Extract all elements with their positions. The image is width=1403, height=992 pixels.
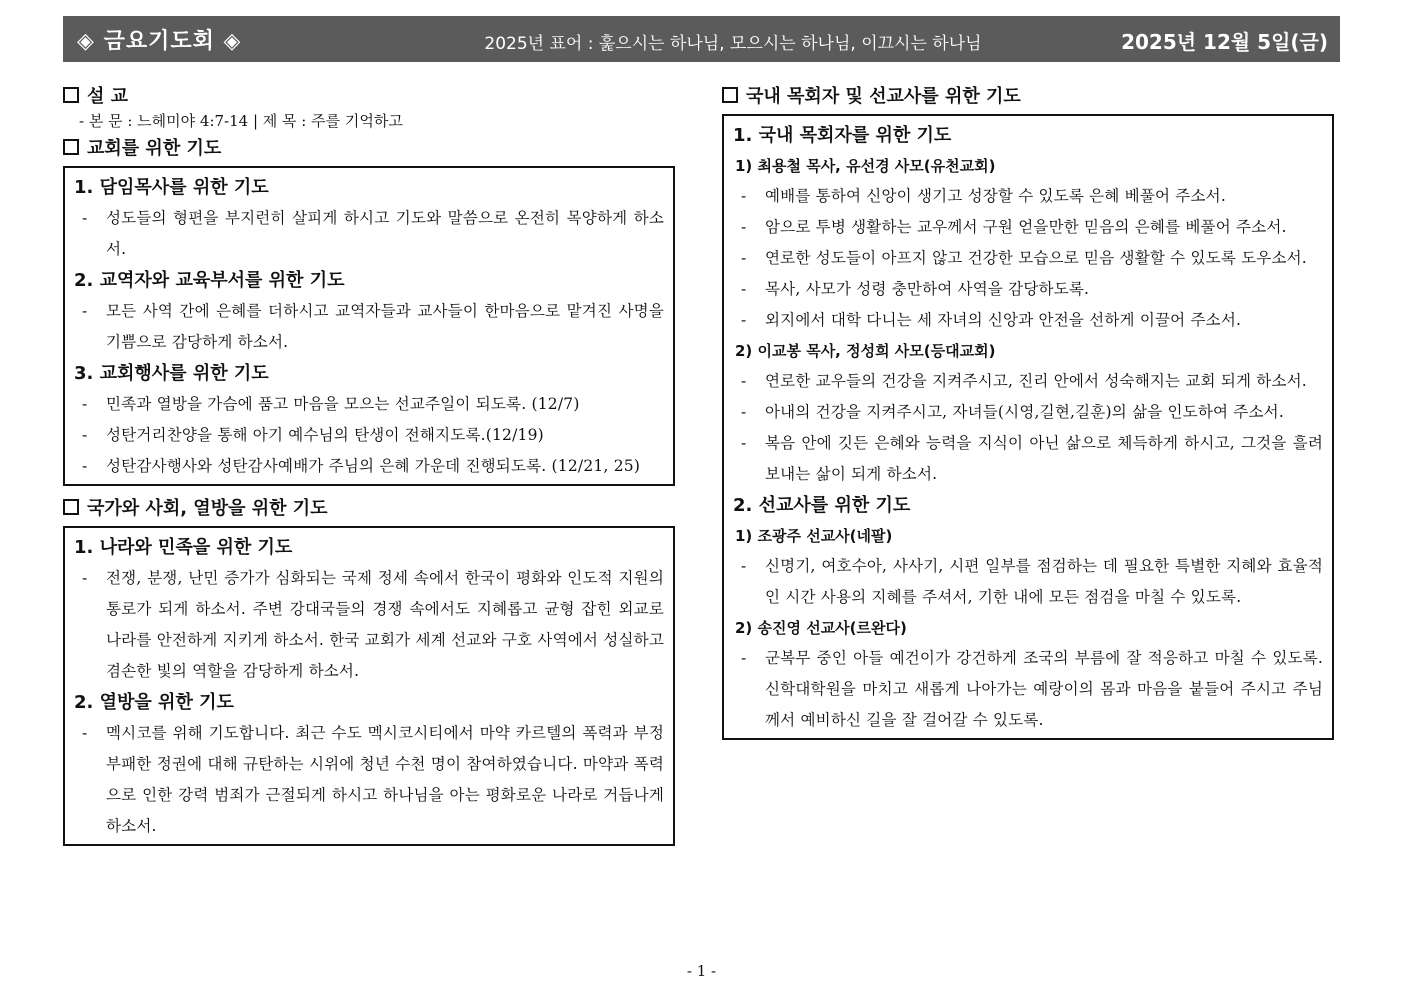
missionary-name: 2) 송진영 선교사(르완다)	[735, 619, 907, 637]
prayer-item: - 신명기, 여호수아, 사사기, 시편 일부를 점검하는 데 필요한 특별한 지혜와 효율적인 시간 사용의 지혜를 주셔서, 기한 내에 모든 점검을 마칠 수 있도록.	[741, 557, 1323, 606]
section-title-nation	[63, 496, 675, 522]
prayer-text: 군복무 중인 아들 예건이가 강건하게 조국의 부름에 잘 적응하고 마칠 수 있도록. 신학대학원을 마치고 새롭게 나아가는 예랑이의 몸과 마음을 붙들어 주시고 주님께서 예비하신 길을 잘 걸어갈 수 있도록.	[765, 649, 1323, 729]
prayer-list	[74, 563, 664, 687]
prayer-item: - 성탄감사행사와 성탄감사예배가 주님의 은혜 가운데 진행되도록. (12/21, 25)	[82, 457, 641, 475]
prayer-list	[733, 366, 1323, 490]
prayer-text: 모든 사역 간에 은혜를 더하시고 교역자들과 교사들이 한마음으로 맡겨진 사명을 기쁨으로 감당하게 하소서.	[106, 302, 664, 351]
prayer-item: - 연로한 교우들의 건강을 지켜주시고, 진리 안에서 성숙해지는 교회 되게 하소서.	[741, 372, 1307, 390]
prayer-text: 멕시코를 위해 기도합니다. 최근 수도 멕시코시티에서 마약 카르텔의 폭력과 부정부패한 정권에 대해 규탄하는 시위에 청년 수천 명이 참여하였습니다. 마약과 폭력으로 인한 강력 범죄가 근절되게 하시고 하나님을 아는 평화로운 나라로 거듭나게 하소서.	[106, 724, 664, 835]
pastor-name: 2) 이교봉 목사, 정성희 사모(등대교회)	[735, 342, 996, 360]
nation-title-text: 국가와 사회, 열방을 위한 기도	[87, 498, 328, 519]
prayer-list	[74, 718, 664, 842]
church-title-text: 교회를 위한 기도	[87, 138, 222, 159]
prayer-item: - 암으로 투병 생활하는 교우께서 구원 얻을만한 믿음의 은혜를 베풀어 주소서.	[741, 218, 1287, 236]
prayer-text: 전쟁, 분쟁, 난민 증가가 심화되는 국제 정세 속에서 한국이 평화와 인도적 지원의 통로가 되게 하소서. 주변 강대국들의 경쟁 속에서도 지혜롭고 균형 잡힌 외교로 나라를 안전하게 지키게 하소서. 한국 교회가 세계 선교와 구호 사역에서 성실하고 겸손한 빛의 역할을 감당하게 하소서.	[106, 569, 664, 680]
section-title-sermon	[63, 84, 675, 110]
prayer-text: 연로한 교우들의 건강을 지켜주시고, 진리 안에서 성숙해지는 교회 되게 하소서.	[765, 372, 1307, 390]
page-number: - 1 -	[686, 962, 717, 980]
prayer-list	[733, 643, 1323, 736]
prayer-text: 아내의 건강을 지켜주시고, 자녀들(시영,길현,길훈)의 삶을 인도하여 주소서.	[765, 403, 1284, 421]
prayer-item: - 모든 사역 간에 은혜를 더하시고 교역자들과 교사들이 한마음으로 맡겨진 사명을 기쁨으로 감당하게 하소서.	[82, 302, 664, 351]
prayer-text: 암으로 투병 생활하는 교우께서 구원 얻을만한 믿음의 은혜를 베풀어 주소서.	[765, 218, 1287, 236]
prayer-heading: 1. 담임목사를 위한 기도	[74, 177, 269, 198]
prayer-text: 성탄감사행사와 성탄감사예배가 주님의 은혜 가운데 진행되도록. (12/21, 25)	[106, 457, 641, 475]
left-column	[63, 84, 675, 846]
prayer-heading: 2. 열방을 위한 기도	[74, 692, 234, 713]
prayer-heading: 1. 국내 목회자를 위한 기도	[733, 125, 952, 146]
prayer-item: - 목사, 사모가 성령 충만하여 사역을 감당하도록.	[741, 280, 1090, 298]
prayer-item: - 군복무 중인 아들 예건이가 강건하게 조국의 부름에 잘 적응하고 마칠 수 있도록. 신학대학원을 마치고 새롭게 나아가는 예랑이의 몸과 마음을 붙들어 주시고 주님께서 예비하신 길을 잘 걸어갈 수 있도록.	[741, 649, 1323, 729]
section-title-church	[63, 136, 675, 162]
prayer-heading: 2. 교역자와 교육부서를 위한 기도	[74, 270, 345, 291]
prayer-item: - 전쟁, 분쟁, 난민 증가가 심화되는 국제 정세 속에서 한국이 평화와 인도적 지원의 통로가 되게 하소서. 주변 강대국들의 경쟁 속에서도 지혜롭고 균형 잡힌 외교로 나라를 안전하게 지키게 하소서. 한국 교회가 세계 선교와 구호 사역에서 성실하고 겸손한 빛의 역할을 감당하게 하소서.	[82, 569, 664, 680]
missionary-name: 1) 조광주 선교사(네팔)	[735, 527, 893, 545]
pastor-name: 1) 최용철 목사, 유선경 사모(유천교회)	[735, 157, 996, 175]
prayer-item: - 성도들의 형편을 부지런히 살피게 하시고 기도와 말씀으로 온전히 목양하게 하소서.	[82, 209, 664, 258]
prayer-text: 성탄거리찬양을 통해 아기 예수님의 탄생이 전해지도록.(12/19)	[106, 426, 544, 444]
sermon-info: - 본 문 : 느헤미야 4:7-14 | 제 목 : 주를 기억하고	[79, 112, 403, 130]
right-column	[722, 84, 1334, 740]
prayer-list	[733, 181, 1323, 336]
checkbox-square-icon	[63, 139, 79, 155]
prayer-text: 민족과 열방을 가슴에 품고 마음을 모으는 선교주일이 되도록. (12/7)	[106, 395, 580, 413]
missions-prayer-panel	[722, 114, 1334, 740]
prayer-item: - 아내의 건강을 지켜주시고, 자녀들(시영,길현,길훈)의 삶을 인도하여 주소서.	[741, 403, 1284, 421]
prayer-item: - 연로한 성도들이 아프지 않고 건강한 모습으로 믿음 생활할 수 있도록 도우소서.	[741, 249, 1307, 267]
prayer-heading: 1. 나라와 민족을 위한 기도	[74, 537, 293, 558]
checkbox-square-icon	[722, 87, 738, 103]
prayer-list	[733, 551, 1323, 613]
bulletin-date: 2025년 12월 5일(금)	[1121, 30, 1328, 54]
prayer-item: - 예배를 통하여 신앙이 생기고 성장할 수 있도록 은혜 베풀어 주소서.	[741, 187, 1226, 205]
prayer-item: - 민족과 열방을 가슴에 품고 마음을 모으는 선교주일이 되도록. (12/7)	[82, 395, 580, 413]
prayer-text: 목사, 사모가 성령 충만하여 사역을 감당하도록.	[765, 280, 1090, 298]
missions-title-text: 국내 목회자 및 선교사를 위한 기도	[746, 86, 1021, 107]
prayer-list	[74, 389, 664, 482]
header-bar	[63, 16, 1340, 62]
prayer-heading: 2. 선교사를 위한 기도	[733, 495, 911, 516]
prayer-text: 복음 안에 깃든 은혜와 능력을 지식이 아닌 삶으로 체득하게 하시고, 그것을 흘려보내는 삶이 되게 하소서.	[765, 434, 1323, 483]
nation-prayer-panel	[63, 526, 675, 846]
prayer-item: - 멕시코를 위해 기도합니다. 최근 수도 멕시코시티에서 마약 카르텔의 폭력과 부정부패한 정권에 대해 규탄하는 시위에 청년 수천 명이 참여하였습니다. 마약과 폭력으로 인한 강력 범죄가 근절되게 하시고 하나님을 아는 평화로운 나라로 거듭나게 하소서.	[82, 724, 664, 835]
prayer-list	[74, 203, 664, 265]
bulletin-title: ◈ 금요기도회 ◈	[77, 29, 242, 54]
prayer-text: 연로한 성도들이 아프지 않고 건강한 모습으로 믿음 생활할 수 있도록 도우소서.	[765, 249, 1307, 267]
checkbox-square-icon	[63, 499, 79, 515]
prayer-text: 예배를 통하여 신앙이 생기고 성장할 수 있도록 은혜 베풀어 주소서.	[765, 187, 1226, 205]
yearly-motto: 2025년 표어 : 훑으시는 하나님, 모으시는 하나님, 이끄시는 하나님	[484, 34, 982, 54]
prayer-list	[74, 296, 664, 358]
prayer-item: - 외지에서 대학 다니는 세 자녀의 신앙과 안전을 선하게 이끌어 주소서.	[741, 311, 1242, 329]
church-prayer-panel	[63, 166, 675, 486]
section-title-missions	[722, 84, 1334, 110]
prayer-text: 외지에서 대학 다니는 세 자녀의 신앙과 안전을 선하게 이끌어 주소서.	[765, 311, 1242, 329]
prayer-text: 성도들의 형편을 부지런히 살피게 하시고 기도와 말씀으로 온전히 목양하게 하소서.	[106, 209, 664, 258]
prayer-item: - 성탄거리찬양을 통해 아기 예수님의 탄생이 전해지도록.(12/19)	[82, 426, 544, 444]
prayer-item: - 복음 안에 깃든 은혜와 능력을 지식이 아닌 삶으로 체득하게 하시고, 그것을 흘려보내는 삶이 되게 하소서.	[741, 434, 1323, 483]
prayer-text: 신명기, 여호수아, 사사기, 시편 일부를 점검하는 데 필요한 특별한 지혜와 효율적인 시간 사용의 지혜를 주셔서, 기한 내에 모든 점검을 마칠 수 있도록.	[765, 557, 1323, 606]
checkbox-square-icon	[63, 87, 79, 103]
sermon-title-text: 설 교	[87, 86, 129, 107]
prayer-heading: 3. 교회행사를 위한 기도	[74, 363, 269, 384]
